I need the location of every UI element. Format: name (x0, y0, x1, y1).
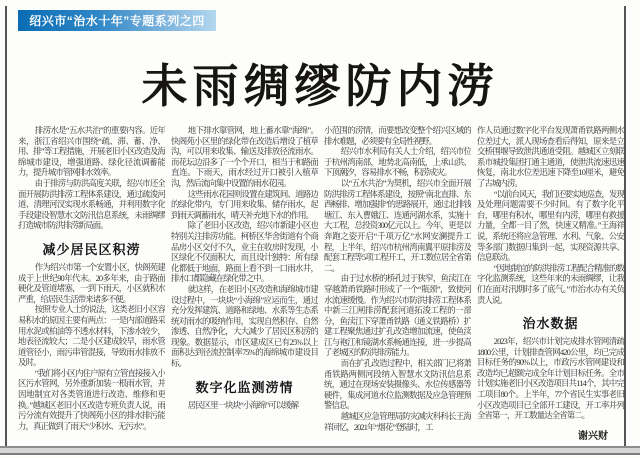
byline: 谢兴财 (578, 430, 608, 442)
paragraph: 这些雨水花园则设置在建筑间、道路边的绿化带内，专门用来收集、储存雨水，起到雨天调蓄雨水，晴天补充地下水的作用。 (171, 189, 318, 220)
paragraph: 排涝水是“五水共治”的重要内容。近年来，浙江省绍兴市围绕“疏、滞、蓄、净、用、排”等工程措施，开展老旧小区改造及海绵城市建设，增强道路、绿化径流调蓄能力，提升城市管网排水效率。 (18, 126, 165, 178)
paragraph: 2023年，绍兴市计划完成排水管网清疏1800公里，计划排查管网420公里，均已完成目标任务的90%以上，市政污水管网建设和改造均已超额完成全年计划目标任务。全市计划实施老旧小区改造项目共114个，其中完工项目80个。上半年，77个省民生实事老旧小区改造项目已全部开工建设，开工率并列全省第一，开工数量达全省第二。 (477, 337, 624, 421)
paragraph: 作为绍兴市第一个安置小区，快阁苑建成于上世纪90年代末。20多年来，由于路面硬化及管道堵塞，一到下雨天，小区就积水严重，给居民生活带来诸多不便。 (18, 262, 165, 304)
paragraph: 就这样，在老旧小区改造和海绵城市建设过程中，一块块“小海绵”应运而生，通过充分发挥建筑、道路和绿地、水系等生态系统对雨水的吸纳作用，实现自然积存、自然渗透、自然净化，大大减少了居民区积涝的现象。数据显示，市区建成区已有25%以上面积达到径流控制率75%的海绵城市建设目标。 (171, 284, 318, 369)
section-heading-water-data: 治水数据 (522, 316, 579, 332)
paragraph: 由于过水桥的桥孔过于狭窄，鱼渎江在穿越萧甬铁路时形成了一个“瓶颈”，致使河水流速缓慢。作为绍兴市防洪排涝工程体系中新三江闸排涝配套河道拓浚工程的一部分，鱼渎江下穿萧甬铁路（通义铁路桥）扩建工程聚焦通过扩孔改造增加流速，使鱼渎江与袍江和镜湖水系畅通连接，进一步提高了老城区的防洪排涝能力。 (324, 274, 471, 358)
paragraph: 由于排涝与防洪高度关联，绍兴市还全面开展防洪排涝工程体系建设，通过疏浚河道、清理河汊实现水系畅通，并利用数字化手段建设智慧水文防汛信息系统，未雨绸缪打造城市防洪排涝新局面。 (18, 178, 165, 231)
paragraph-continued: 作人员通过数字化平台发现萧甬铁路两侧水位差过大，派人现场查看后得知，原来是立交桥围堰导致泄洪通道受阻。越城区立刻联系市城投集团打通主通道，使泄洪流速迅速恢复，南北水位差迅速下降至10厘米，避免了古城内涝。 (477, 126, 624, 188)
paragraph-continued: 小范围的涝情，而要想改变整个绍兴区域的排水难题，必须要有全局性视野。 (324, 126, 471, 146)
page-bottom-rule (0, 446, 640, 455)
paragraph: 地下排水靠管网，地上蓄水靠“海绵”。快阁苑小区里的绿化带在改造后增设了植草沟，可以用来收集、输送及排放径流雨水。而花坛边沿多了一个个开口，相当于和路面直连。下雨天，雨水经过开口被引入植草沟，然后流向集中设置的雨水花园。 (171, 126, 318, 188)
section-heading-reduce-flooding: 减少居民区积涝 (42, 241, 141, 257)
column-4 (477, 126, 624, 444)
section-heading-digital-monitoring: 数字化监测涝情 (195, 379, 294, 395)
paragraph: “以前台风天，我们还要实地巡查，发现及处理问题需要不少时间。有了数字化平台，哪里有积水，哪里有内涝，哪里有救援力量，全都一目了然，快速又精准。”王海祥说，系统还将应急管理、水利、气象、公安等多部门数据归集到一起，实现资源共享、信息联动。 (477, 189, 624, 263)
paragraph: 而在扩孔改造过程中，相关部门已将萧甬铁路两侧河段纳入智慧水文防汛信息系统，通过在现场安装摄像头、水位传感器等硬件，集成河道水位监测数据及应急管理预警信息。 (324, 359, 471, 411)
article-body (18, 126, 624, 444)
column-3 (324, 126, 471, 444)
paragraph: 绍兴市水利局有关人士介绍，绍兴市位于杭州湾南部，地势北高南低，上承山洪、下顶潮汐，容易排水不畅，积涝成灾。 (324, 147, 471, 178)
column-2 (171, 126, 318, 444)
series-banner-label: 绍兴市“治水十年”专题系列之四 (29, 14, 205, 28)
paragraph: 按照专业人士的说法，这类老旧小区容易积水的原因主要有两点：一是内部道路采用水泥或柏油等不透水材料，下渗水较少，地表径流较大；二是小区建成较早，雨水管道管径小，雨污串管混接，导致雨水排放不及时。 (18, 305, 165, 368)
paragraph: 越城区应急管理局防灾减灾科科长王海祥回忆，2021年“烟花”登陆时，工 (324, 412, 471, 432)
series-banner (18, 10, 216, 31)
paragraph: “我们将小区内住户原有立管直接接入小区污水管网，另外重新加装一根雨水管，并因地制宜对各类管道进行改造、维修和更换。”越城区老旧小区改造专班负责人说，雨污分流有效提升了快阁苑小区的排水排污能力，真正做到了雨天“少积水、无污水”。 (18, 368, 165, 431)
paragraph: 居民区里一块块“小海绵”可以缓解 (187, 400, 299, 410)
paragraph: 除了老旧小区改造，绍兴市新建小区也特别关注排涝功能。柯桥区华舍街道有个商品房小区交付不久，业主在收房时发现，小区绿化不仅面积大，而且设计独特：所有绿化都低于地面，路面上看不到一口雨水井，排水口都隐藏在绿化带之中。 (171, 221, 318, 284)
column-1 (18, 126, 165, 444)
paragraph: “因地制宜的防洪排涝工程配合精准的数字化监测系统，这些年来的未雨绸缪，让我们在面对汛期时多了底气。”市治水办有关负责人说。 (477, 263, 624, 305)
paragraph: 以“五水共治”为契机，绍兴市全面开展防洪排涝工程体系建设，按照“南北直排、东西畅排、增加强排”的思路展开，通过北排钱塘江、东入曹娥江、连通河湖水系，实施十大工程，总投资300亿元以上。今年，更是以奔跑之姿开启“千项万亿”水网安澜提升工程，上半年，绍兴市杭州湾南翼平原排涝及配套工程等5项工程开工，开工数位居全省第二。 (324, 178, 471, 273)
headline: 未雨绸缪防内涝 (141, 60, 499, 112)
